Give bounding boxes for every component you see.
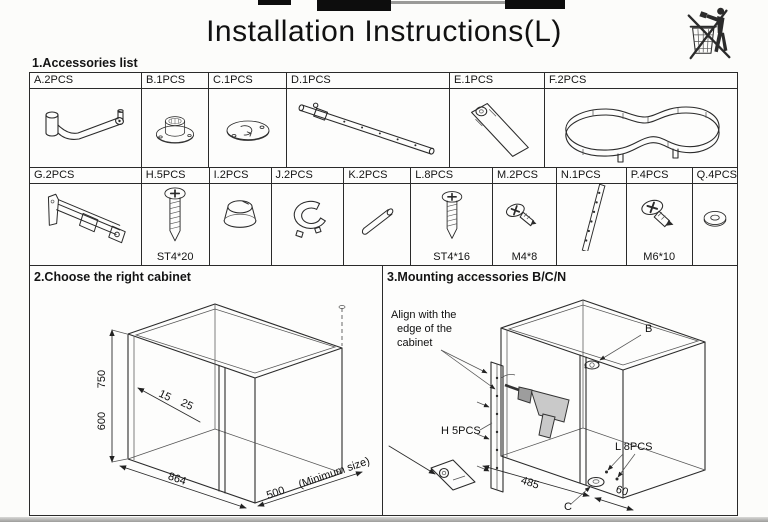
accessory-cell-e bbox=[450, 73, 545, 167]
accessory-cell-c bbox=[209, 73, 287, 167]
screws-l-label: L 8PCS bbox=[615, 441, 653, 453]
dim-60: 60 bbox=[614, 483, 630, 499]
screw-spec: M4*8 bbox=[511, 251, 538, 263]
accessory-cell-h bbox=[142, 168, 210, 265]
cropped-header-mark bbox=[505, 0, 565, 9]
accessory-cell-j bbox=[272, 168, 345, 265]
part-j-clip-image bbox=[272, 184, 344, 251]
accessory-label: N.1PCS bbox=[557, 168, 626, 184]
align-note: Align with the edge of the cabinet bbox=[391, 309, 457, 349]
accessory-cell-k bbox=[344, 168, 411, 265]
accessory-label: G.2PCS bbox=[30, 168, 141, 184]
accessory-cell-m bbox=[493, 168, 557, 265]
accessory-label: A.2PCS bbox=[30, 73, 141, 89]
accessory-label: P.4PCS bbox=[627, 168, 692, 184]
accessories-row-2 bbox=[30, 168, 737, 265]
screw-spec bbox=[557, 251, 626, 265]
dim-600: 600 bbox=[96, 411, 108, 431]
flange-c bbox=[588, 478, 604, 487]
cropped-header-mark bbox=[317, 0, 391, 11]
dim-485: 485 bbox=[519, 474, 541, 492]
bracket-plate-e bbox=[389, 446, 475, 490]
accessory-cell-a bbox=[30, 73, 142, 167]
dim-15: 15 bbox=[156, 387, 173, 404]
page-title: Installation Instructions(L) bbox=[206, 15, 562, 48]
accessory-label: I.2PCS bbox=[210, 168, 271, 184]
dim-500-note: (Minimum size) bbox=[297, 455, 372, 491]
accessory-label: D.1PCS bbox=[287, 73, 449, 89]
screw-spec: ST4*16 bbox=[433, 251, 470, 263]
accessory-cell-l bbox=[411, 168, 493, 265]
screw-spec bbox=[693, 251, 737, 265]
dim-25: 25 bbox=[178, 396, 195, 413]
scan-edge-shadow bbox=[0, 517, 768, 522]
screw-spec bbox=[344, 251, 410, 265]
cropped-header-mark bbox=[391, 1, 505, 4]
screw-spec: ST4*20 bbox=[156, 251, 194, 263]
accessories-table bbox=[29, 72, 738, 266]
part-i-cap-image bbox=[210, 184, 271, 251]
accessory-cell-f bbox=[545, 73, 737, 167]
drill-illustration bbox=[501, 374, 569, 438]
instruction-sections bbox=[29, 266, 738, 516]
part-b-label: B bbox=[645, 323, 653, 335]
part-k-pin-image bbox=[344, 184, 410, 251]
accessory-label: L.8PCS bbox=[411, 168, 492, 184]
dim-500: 500 bbox=[265, 484, 287, 502]
part-p-bolt-image bbox=[627, 184, 692, 251]
accessory-label: M.2PCS bbox=[493, 168, 556, 184]
part-g-arm-rail-image bbox=[30, 184, 141, 251]
accessory-label: F.2PCS bbox=[545, 73, 737, 89]
section-3-heading: 3.Mounting accessories B/C/N bbox=[387, 270, 567, 284]
mounting-diagram bbox=[383, 286, 735, 512]
part-f-tray-frame-image bbox=[545, 89, 737, 167]
accessories-heading: 1.Accessories list bbox=[32, 56, 138, 70]
accessory-cell-g bbox=[30, 168, 142, 265]
accessory-cell-b bbox=[142, 73, 209, 167]
accessory-label: C.1PCS bbox=[209, 73, 286, 89]
part-e-bracket-image bbox=[450, 89, 544, 167]
part-c-label: C bbox=[564, 501, 572, 512]
rail-screws-label: H 5PCS bbox=[441, 425, 481, 437]
part-b-flange-image bbox=[142, 89, 208, 167]
sheet-header bbox=[0, 0, 768, 56]
part-d-rod-image bbox=[287, 89, 449, 167]
crossed-out-waste-bin-icon bbox=[678, 3, 742, 61]
part-a-swing-arm-image bbox=[30, 89, 141, 167]
part-n-bar-image bbox=[557, 184, 626, 251]
section-mounting-accessories bbox=[383, 266, 737, 515]
screw-spec bbox=[210, 251, 271, 265]
part-m-screw-image bbox=[493, 184, 556, 251]
screw-spec bbox=[272, 251, 344, 265]
accessory-cell-q bbox=[693, 168, 737, 265]
cabinet-dimension-diagram bbox=[30, 286, 381, 512]
screw-spec bbox=[30, 251, 141, 265]
cropped-header-mark bbox=[258, 0, 291, 5]
accessory-label: H.5PCS bbox=[142, 168, 209, 184]
accessory-cell-p bbox=[627, 168, 693, 265]
section-2-heading: 2.Choose the right cabinet bbox=[34, 270, 191, 284]
screw-spec: M6*10 bbox=[643, 251, 676, 263]
dim-750: 750 bbox=[96, 369, 108, 389]
accessory-cell-n bbox=[557, 168, 627, 265]
flange-b bbox=[585, 361, 600, 369]
part-h-screw-image bbox=[142, 184, 209, 251]
accessory-cell-i bbox=[210, 168, 272, 265]
accessory-label: E.1PCS bbox=[450, 73, 544, 89]
accessories-row-1 bbox=[30, 73, 737, 168]
section-choose-cabinet bbox=[30, 266, 383, 515]
dim-864: 864 bbox=[166, 470, 188, 488]
accessory-label: K.2PCS bbox=[344, 168, 410, 184]
part-l-screw-image bbox=[411, 184, 492, 251]
part-q-washer-image bbox=[693, 184, 737, 251]
accessory-label: Q.4PCS bbox=[693, 168, 737, 184]
accessory-label: B.1PCS bbox=[142, 73, 208, 89]
accessory-label: J.2PCS bbox=[272, 168, 344, 184]
accessory-cell-d bbox=[287, 73, 450, 167]
sheet-content bbox=[29, 56, 738, 516]
part-c-plate-image bbox=[209, 89, 286, 167]
